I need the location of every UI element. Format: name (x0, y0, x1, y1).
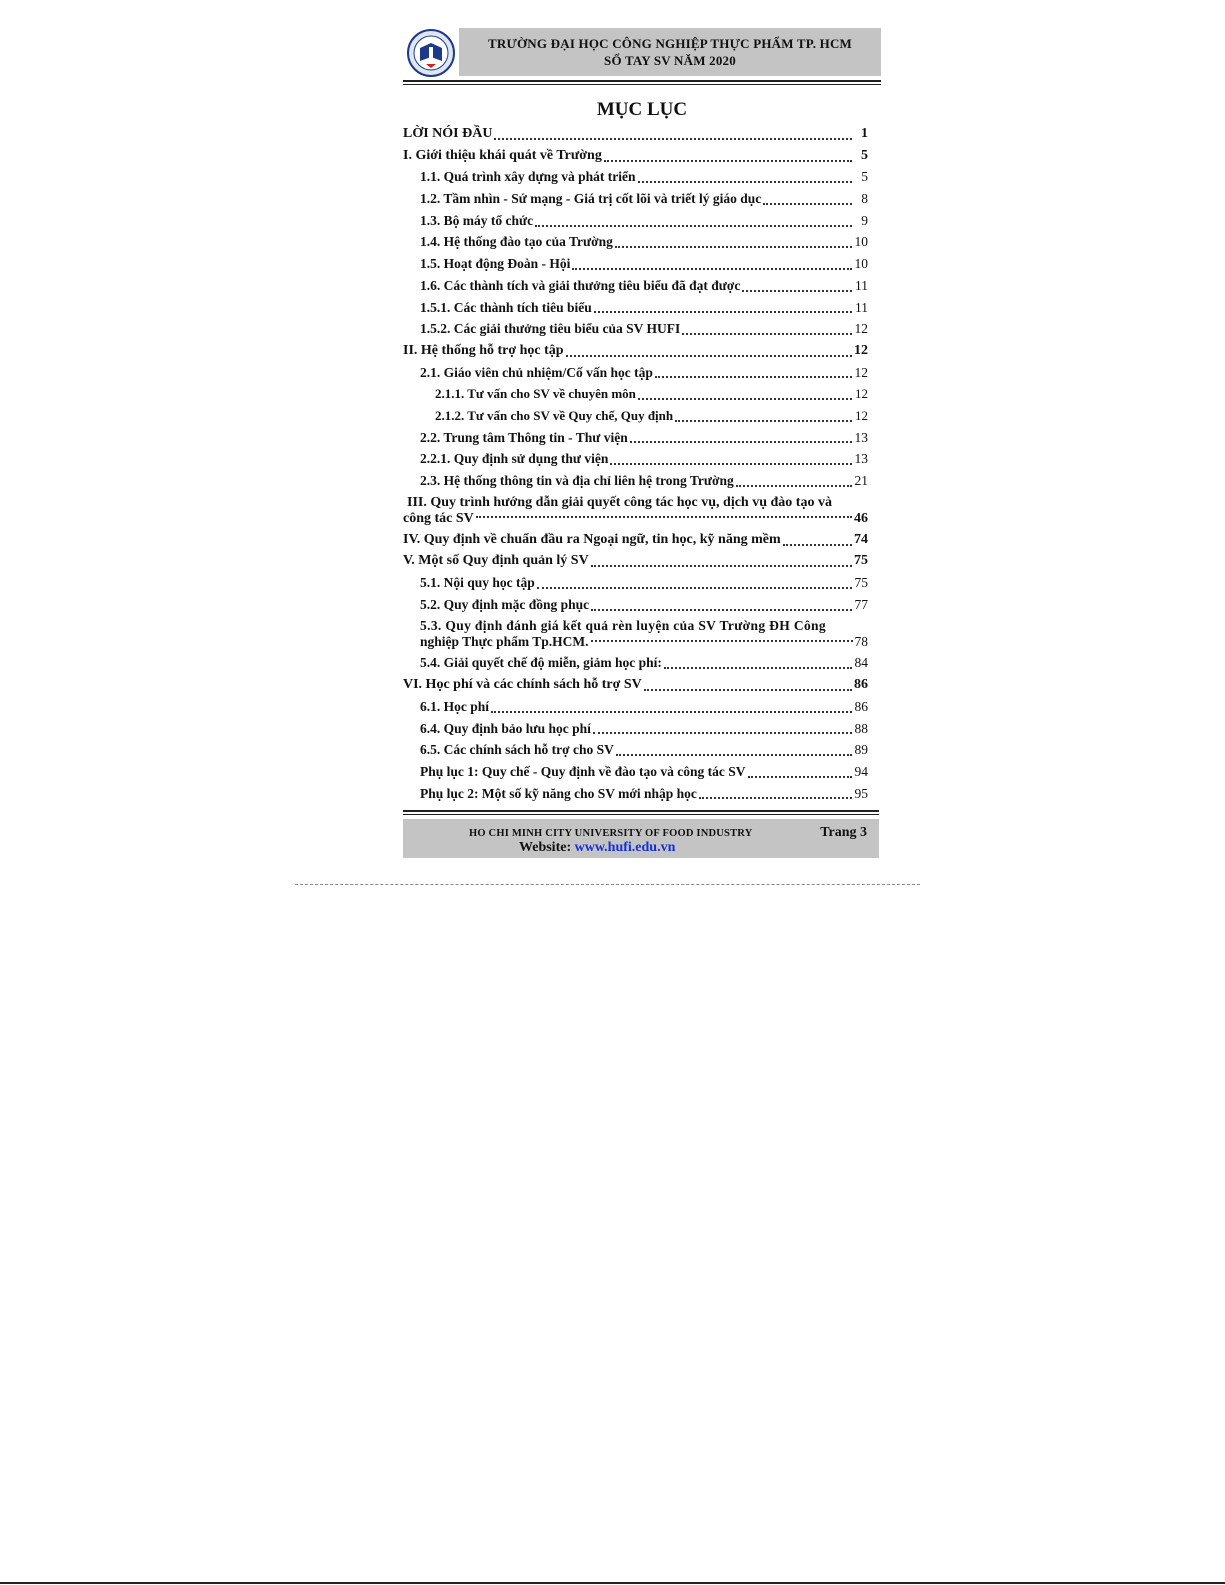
toc-leader (566, 355, 852, 357)
toc-entry[interactable] (403, 652, 881, 674)
toc-leader (736, 485, 852, 487)
toc-entry-text: V. Một số Quy định quản lý SV (403, 553, 589, 569)
toc-entry-text: 1.3. Bộ máy tổ chức (420, 212, 534, 228)
toc-page-number: 86 (854, 698, 868, 714)
toc-entry[interactable] (403, 318, 881, 340)
toc-leader (699, 797, 852, 799)
toc-entry[interactable] (403, 572, 881, 594)
toc-title: MỤC LỤC (596, 99, 688, 120)
toc-leader (763, 203, 852, 205)
toc-page-number: 46 (854, 510, 868, 526)
toc-entry-text: 6.5. Các chính sách hỗ trợ cho SV (420, 742, 614, 758)
toc-page-number: 13 (854, 429, 868, 445)
toc-list (403, 123, 881, 492)
toc-item-5-3-line1: 5.3. Quy định đánh giá kết quả rèn luyện của SV Trường ĐH Công (420, 618, 827, 634)
toc-page-number: 10 (854, 256, 868, 272)
toc-leader (476, 516, 852, 518)
toc-leader (742, 290, 852, 292)
toc-entry[interactable] (403, 718, 881, 740)
toc-page-number: 5 (861, 169, 868, 185)
header-school-name: TRƯỜNG ĐẠI HỌC CÔNG NGHIỆP THỰC PHẨM TP. HCM (487, 36, 853, 51)
toc-leader (630, 441, 852, 443)
toc-leader (644, 689, 852, 691)
toc-entry-text: II. Hệ thống hỗ trợ học tập (403, 342, 564, 358)
toc-leader (604, 160, 852, 162)
toc-entry-text: LỜI NÓI ĐẦU (403, 126, 493, 141)
toc-leader (783, 544, 852, 546)
toc-entry-text: 6.4. Quy định bảo lưu học phí (420, 720, 591, 736)
toc-page-number: 74 (854, 531, 868, 547)
toc-page-number: 11 (855, 299, 868, 315)
toc-page-number: 21 (854, 473, 868, 488)
toc-entry-text: 2.3. Hệ thống thông tin và địa chỉ liên hệ trong Trường (420, 473, 734, 488)
toc-entry-text: Phụ lục 1: Quy chế - Quy định về đào tạo và công tác SV (420, 763, 746, 779)
toc-item-iii-line2: công tác SV (403, 510, 474, 526)
page-footer (403, 819, 879, 858)
toc-entry[interactable] (403, 383, 881, 405)
toc-page-number: 12 (855, 386, 868, 402)
page-header (403, 28, 881, 78)
toc-entry-text: 5.4. Giải quyết chế độ miễn, giảm học phí: (420, 655, 662, 671)
toc-page-number: 13 (854, 451, 868, 467)
toc-item-5-3[interactable] (403, 615, 881, 652)
toc-item-iii-line1: III. Quy trình hướng dẫn giải quyết công tác học vụ, dịch vụ đào tạo và (407, 494, 832, 510)
toc-entry-text: 1.5. Hoạt động Đoàn - Hội (420, 256, 571, 272)
toc-entry-text: 1.1. Quá trình xây dựng và phát triển (420, 169, 636, 185)
toc-leader (616, 754, 852, 756)
toc-entry-text: 2.2. Trung tâm Thông tin - Thư viện (420, 429, 628, 445)
toc-entry[interactable] (403, 275, 881, 297)
toc-page-number: 95 (854, 785, 868, 801)
toc-entry[interactable] (403, 739, 881, 761)
toc-page-number: 94 (854, 763, 868, 779)
toc-page-number: 75 (854, 553, 868, 569)
toc-entry[interactable] (403, 405, 881, 427)
footer-website (519, 840, 675, 856)
toc-entry[interactable] (403, 696, 881, 718)
toc-leader (638, 398, 852, 400)
toc-entry-text: VI. Học phí và các chính sách hỗ trợ SV (403, 677, 642, 693)
toc-page-number: 12 (855, 407, 868, 423)
toc-list (403, 529, 881, 616)
toc-page-number: 11 (855, 277, 868, 293)
toc-leader (535, 225, 852, 227)
website-link[interactable]: www.hufi.edu.vn (574, 840, 676, 856)
toc-entry[interactable] (403, 761, 881, 783)
toc-page-number: 75 (854, 575, 868, 591)
toc-entry-text: 1.5.1. Các thành tích tiêu biểu (420, 299, 592, 315)
footer-page-number: Trang 3 (820, 825, 867, 841)
toc-page-number: 12 (854, 321, 868, 337)
toc-entry-text: IV. Quy định về chuẩn đầu ra Ngoại ngữ, tin học, kỹ năng mềm (403, 531, 781, 547)
footer-website-label: Website: (519, 840, 572, 856)
toc-leader (572, 268, 852, 270)
university-logo-icon (403, 28, 459, 78)
footer-university: HO CHI MINH CITY UNIVERSITY OF FOOD INDUSTRY (469, 828, 753, 840)
toc-entry[interactable] (403, 550, 881, 572)
toc-leader (491, 711, 852, 713)
toc-entry-text: 1.6. Các thành tích và giải thưởng tiêu biểu đã đạt được (420, 277, 741, 293)
toc-entry-text: 2.2.1. Quy định sử dụng thư viện (420, 451, 609, 467)
toc-entry-text: 6.1. Học phí (420, 698, 490, 714)
toc-leader (610, 463, 852, 465)
toc-leader (591, 609, 852, 611)
toc-entry-text: Phụ lục 2: Một số kỹ năng cho SV mới nhập học (420, 785, 697, 801)
toc-entry[interactable] (403, 448, 881, 470)
toc-page-number: 8 (861, 191, 868, 207)
toc-entry[interactable] (403, 594, 881, 616)
header-handbook-year: SỔ TAY SV NĂM 2020 (604, 53, 736, 68)
toc-leader (537, 587, 852, 589)
toc-page-number: 5 (861, 147, 868, 163)
toc-leader (615, 246, 852, 248)
toc-page-number: 12 (854, 342, 868, 358)
toc-leader (655, 376, 852, 378)
toc-entry[interactable] (403, 427, 881, 449)
toc-item-iii[interactable] (403, 492, 881, 529)
toc-entry[interactable] (403, 340, 881, 362)
toc-entry[interactable] (403, 210, 881, 232)
toc-list (403, 652, 881, 804)
toc-entry[interactable] (403, 783, 881, 805)
toc-entry[interactable] (403, 253, 881, 275)
toc-item-5-3-line2: nghiệp Thực phẩm Tp.HCM. (420, 634, 589, 650)
toc-leader (494, 138, 852, 140)
toc-entry-text: 1.4. Hệ thống đào tạo của Trường (420, 234, 613, 250)
toc-entry[interactable] (403, 470, 881, 492)
toc-leader (593, 732, 852, 734)
toc-entry[interactable] (403, 123, 881, 145)
toc-page-number: 86 (854, 677, 868, 693)
toc-leader (591, 640, 853, 642)
bottom-border (0, 1582, 1225, 1584)
footer-rule (403, 810, 879, 815)
toc-leader (748, 776, 852, 778)
toc-page-number: 88 (854, 720, 868, 736)
toc-entry-text: 2.1.2. Tư vấn cho SV về Quy chế, Quy định (435, 407, 674, 423)
toc-leader (664, 667, 852, 669)
toc-leader (591, 565, 852, 567)
toc-page-number: 10 (854, 234, 868, 250)
toc-entry-text: 5.1. Nội quy học tập (420, 575, 535, 591)
header-band (459, 28, 881, 76)
toc-entry[interactable] (403, 362, 881, 384)
page-separator (295, 884, 920, 885)
toc-entry[interactable] (403, 529, 881, 551)
toc-entry-text: 1.5.2. Các giải thưởng tiêu biểu của SV HUFI (420, 321, 681, 337)
toc-entry[interactable] (403, 145, 881, 167)
toc-entry-text: 2.1.1. Tư vấn cho SV về chuyên môn (435, 386, 636, 402)
toc-page-number: 77 (854, 596, 868, 612)
toc-page-number: 12 (854, 364, 868, 380)
toc-entry[interactable] (403, 188, 881, 210)
toc-leader (594, 311, 852, 313)
toc-page-number: 84 (854, 655, 868, 671)
header-rule (403, 80, 881, 85)
toc-page-number: 9 (861, 212, 868, 228)
toc-entry-text: 2.1. Giáo viên chủ nhiệm/Cố vấn học tập (420, 364, 653, 380)
toc-entry-text: 1.2. Tầm nhìn - Sứ mạng - Giá trị cốt lõi và triết lý giáo dục (420, 191, 762, 207)
toc-entry[interactable] (403, 674, 881, 696)
toc-leader (638, 181, 852, 183)
toc-leader (682, 333, 852, 335)
toc-page-number: 1 (861, 126, 868, 141)
document-page (403, 28, 881, 858)
toc-page-number: 78 (854, 634, 868, 650)
toc-entry-text: 5.2. Quy định mặc đồng phục (420, 596, 590, 612)
toc-entry[interactable] (403, 231, 881, 253)
toc-entry[interactable] (403, 297, 881, 319)
toc-page-number: 89 (854, 742, 868, 758)
toc-entry[interactable] (403, 166, 881, 188)
toc-entry-text: I. Giới thiệu khái quát về Trường (403, 147, 602, 163)
toc-leader (675, 420, 852, 422)
